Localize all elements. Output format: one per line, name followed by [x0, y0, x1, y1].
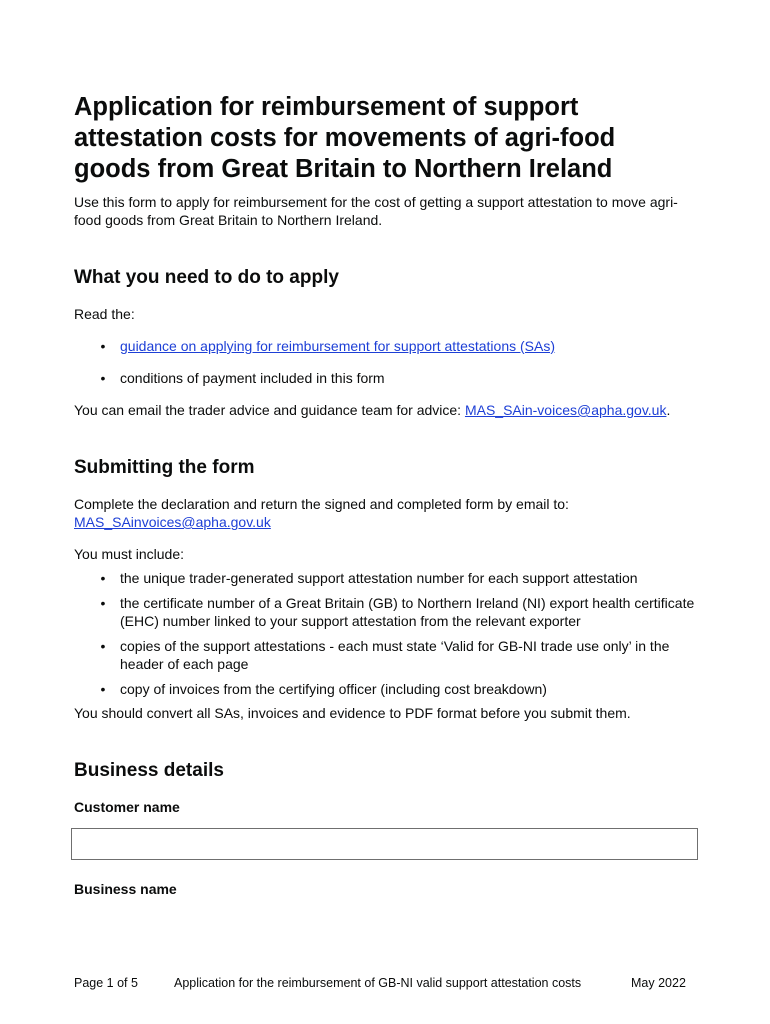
must-include-text: You must include: [74, 546, 184, 562]
submit-heading: Submitting the form [74, 457, 255, 478]
list-item [74, 569, 698, 587]
conditions-text: conditions of payment included in this form [120, 370, 385, 386]
list-item [74, 637, 698, 673]
list-item [74, 337, 698, 355]
guidance-link[interactable]: guidance on applying for reimbursement for support attestations (SAs) [120, 338, 556, 354]
business-name-label: Business name [74, 881, 177, 897]
read-list [74, 337, 698, 387]
include-item: copy of invoices from the certifying officer (including cost breakdown) [120, 681, 547, 697]
bullet-icon: • [100, 638, 106, 654]
include-item: the unique trader-generated support attestation number for each support attestation [120, 570, 638, 586]
business-heading: Business details [74, 760, 224, 781]
apply-heading: What you need to do to apply [74, 267, 339, 288]
list-item [74, 369, 698, 387]
document-page [74, 92, 698, 910]
submit-instruction [74, 495, 698, 531]
list-item [74, 594, 698, 630]
intro-text: Use this form to apply for reimbursement for the cost of getting a support attestation to move agri-food goods from Great Britain to Northern Ireland. [74, 194, 678, 228]
include-list [74, 569, 698, 698]
document-title: Application for reimbursement of support attestation costs for movements of agri-food goods from Great Britain to Northern Ireland [74, 93, 616, 183]
convert-text: You should convert all SAs, invoices and evidence to PDF format before you submit them. [74, 705, 631, 721]
footer-date: May 2022 [631, 976, 686, 990]
bullet-icon: • [100, 338, 106, 354]
bullet-icon: • [100, 570, 106, 586]
customer-name-label: Customer name [74, 799, 180, 815]
read-the-text: Read the: [74, 306, 135, 322]
list-item [74, 680, 698, 698]
customer-name-field[interactable] [71, 828, 698, 860]
advice-paragraph [74, 401, 698, 419]
page-number: Page 1 of 5 [74, 976, 138, 990]
advice-text: You can email the trader advice and guidance team for advice: [74, 402, 465, 418]
bullet-icon: • [100, 370, 106, 386]
include-item: the certificate number of a Great Britain (GB) to Northern Ireland (NI) export health certificate (EHC) number linked to your support attestation from the relevant exporter [120, 595, 695, 629]
footer-title: Application for the reimbursement of GB-NI valid support attestation costs [174, 976, 582, 990]
include-item: copies of the support attestations - each must state ‘Valid for GB-NI trade use only’ in the header of each page [120, 638, 670, 672]
bullet-icon: • [100, 595, 106, 611]
advice-email-link[interactable]: MAS_SAin-voices@apha.gov.uk [464, 402, 667, 418]
submit-instruction-text: Complete the declaration and return the signed and completed form by email to: [74, 496, 569, 512]
bullet-icon: • [100, 681, 106, 697]
submit-email-link[interactable]: MAS_SAinvoices@apha.gov.uk [74, 514, 271, 530]
advice-end: . [666, 402, 671, 418]
